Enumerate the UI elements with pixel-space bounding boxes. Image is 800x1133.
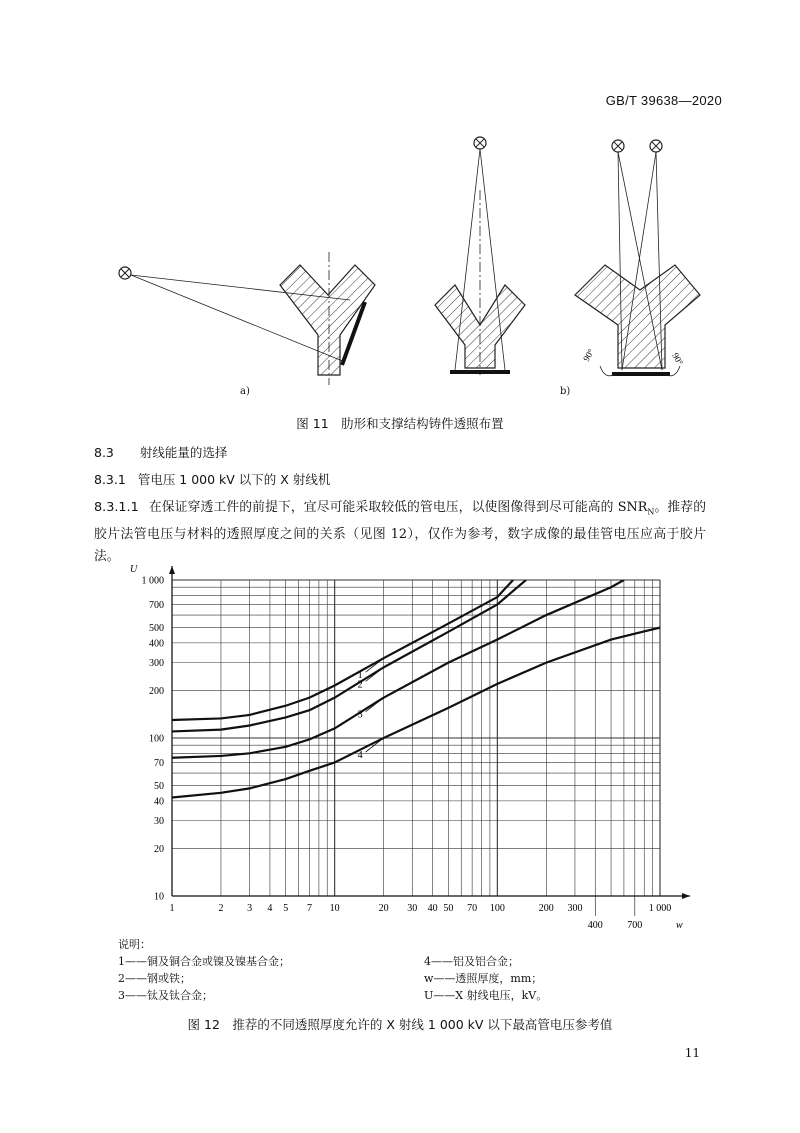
- series-label-2: 2: [357, 679, 363, 691]
- series-leader-3: [366, 698, 384, 712]
- x-tick-label: 100: [489, 903, 505, 914]
- x-tick-label-row2: 700: [627, 920, 643, 931]
- section-number: 8.3: [94, 445, 114, 460]
- x-tick-label: 70: [467, 903, 478, 914]
- y-axis-arrow: [169, 566, 175, 574]
- y-tick-label: 500: [149, 623, 164, 635]
- y-tick-label: 1 000: [141, 575, 164, 587]
- x-tick-label: 200: [538, 903, 554, 914]
- figure-label-b: b): [560, 386, 571, 397]
- casting-a: [119, 252, 375, 385]
- series-line-4: [172, 628, 660, 798]
- casting-b: [575, 140, 700, 376]
- y-tick-label: 30: [154, 816, 164, 828]
- figure-12-chart: [100, 558, 700, 933]
- legend-item-3: 3——钛及钛合金；: [118, 989, 213, 1002]
- x-tick-label: 1 000: [648, 903, 672, 914]
- y-tick-label: 300: [149, 658, 164, 670]
- y-tick-label: 400: [149, 638, 164, 650]
- x-tick-label: 4: [267, 903, 273, 914]
- angle-left: 90°: [581, 347, 597, 363]
- figure-11-caption: 图 11 肋形和支撑结构铸件透照布置: [296, 416, 504, 431]
- x-tick-label: 30: [407, 903, 418, 914]
- page-number: 11: [684, 1046, 700, 1060]
- standard-code: GB/T 39638—2020: [605, 93, 722, 108]
- section-8-3: [94, 443, 227, 461]
- paragraph-number: 8.3.1.1: [94, 500, 139, 515]
- x-tick-label: 3: [247, 903, 253, 914]
- x-tick-label-row2: 400: [587, 920, 603, 931]
- y-tick-label: 50: [154, 781, 164, 793]
- y-tick-label: 200: [149, 685, 164, 697]
- x-tick-label: 5: [283, 903, 289, 914]
- y-tick-label: 700: [149, 599, 164, 611]
- x-tick-label: 300: [567, 903, 583, 914]
- series-label-3: 3: [357, 709, 363, 721]
- x-axis-arrow: [682, 893, 690, 899]
- x-tick-label: 20: [378, 903, 389, 914]
- legend-item-4: 4——铝及铝合金；: [424, 955, 519, 968]
- legend-item-2: 2——钢或铁；: [118, 972, 191, 985]
- legend-item-w: w——透照厚度，mm；: [424, 972, 543, 985]
- paragraph-subscript: N: [647, 507, 655, 517]
- legend-right: [424, 953, 547, 1004]
- angle-right: 90°: [670, 351, 686, 367]
- section-title: 射线能量的选择: [139, 445, 228, 460]
- series-line-1: [172, 580, 513, 720]
- x-tick-label: 1: [169, 903, 175, 914]
- y-tick-label: 70: [154, 757, 164, 769]
- y-tick-label: 100: [149, 733, 164, 745]
- figure-label-a: a): [240, 386, 250, 397]
- legend-item-1: 1——铜及铜合金或镍及镍基合金；: [118, 955, 290, 968]
- series-line-2: [172, 580, 526, 731]
- legend-left: [118, 953, 290, 1004]
- x-tick-label: 7: [306, 903, 312, 914]
- y-axis-label: U: [130, 564, 138, 575]
- x-tick-label: 10: [329, 903, 340, 914]
- y-tick-label: 20: [154, 843, 164, 855]
- series-leader-2: [366, 667, 384, 681]
- section-number: 8.3.1: [94, 472, 126, 487]
- series-label-1: 1: [357, 670, 363, 682]
- x-axis-label: w: [676, 920, 683, 931]
- casting-middle: [435, 137, 525, 375]
- x-tick-label: 2: [218, 903, 224, 914]
- figure-11-drawing: [100, 130, 720, 410]
- paragraph-8-3-1-1: [94, 497, 706, 568]
- x-tick-label: 50: [443, 903, 454, 914]
- series-label-4: 4: [357, 750, 363, 761]
- paragraph-text: 在保证穿透工件的前提下，宜尽可能采取较低的管电压，以使图像得到尽可能高的 SNR: [148, 500, 648, 515]
- y-tick-label: 10: [154, 891, 164, 903]
- legend-title: 说明：: [118, 938, 151, 951]
- paragraph-text-2: 。推荐的胶片法管电压与材料的透照厚度之间的关系（见图 12），仅作为参考，数字成像的最佳管电压应高于胶片法。: [94, 500, 707, 564]
- y-tick-label: 40: [154, 796, 164, 808]
- section-title: 管电压 1 000 kV 以下的 X 射线机: [137, 472, 331, 487]
- section-8-3-1: [94, 470, 330, 488]
- legend-item-u: U——X 射线电压，kV。: [424, 989, 548, 1002]
- figure-12-caption: 图 12 推荐的不同透照厚度允许的 X 射线 1 000 kV 以下最高管电压参考值: [187, 1017, 613, 1032]
- x-tick-label: 40: [427, 903, 438, 914]
- legend: [118, 936, 151, 953]
